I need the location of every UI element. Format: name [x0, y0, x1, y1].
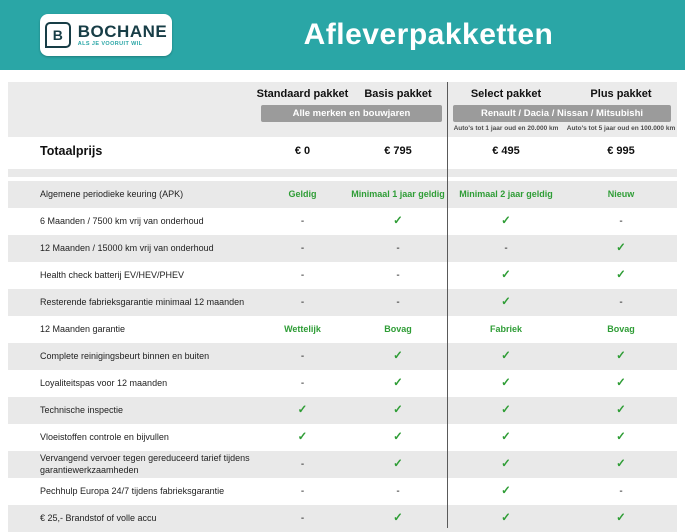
feature-value: Minimaal 1 jaar geldig — [351, 189, 445, 200]
feature-label: 12 Maanden garantie — [40, 323, 126, 334]
page-title: Afleverpakketten — [303, 18, 554, 51]
note-select: Auto's tot 1 jaar oud en 20.000 km — [453, 125, 559, 132]
col-header-standaard: Standaard pakket — [256, 88, 349, 100]
bochane-logo — [40, 14, 172, 56]
feature-label: Pechhulp Europa 24/7 tijdens fabrieksgarantie — [40, 485, 225, 496]
check-icon: ✓ — [297, 430, 308, 443]
check-icon: ✓ — [501, 214, 511, 227]
feature-label: Resterende fabrieksgarantie minimaal 12 maanden — [40, 296, 245, 307]
dash-value: - — [300, 485, 305, 497]
check-icon: ✓ — [501, 430, 511, 443]
dash-value: - — [396, 242, 400, 254]
check-icon: ✓ — [501, 376, 511, 389]
check-icon: ✓ — [616, 511, 626, 524]
check-icon: ✓ — [393, 214, 403, 227]
feature-value: Bovag — [384, 324, 412, 335]
dash-value: - — [619, 296, 623, 308]
check-icon: ✓ — [501, 268, 511, 281]
check-icon: ✓ — [501, 457, 511, 470]
dash-value: - — [300, 458, 305, 470]
logo-text — [78, 23, 167, 48]
col-header-basis: Basis pakket — [364, 88, 432, 100]
logo-brand: BOCHANE — [77, 21, 168, 41]
check-icon: ✓ — [501, 511, 511, 524]
check-icon: ✓ — [297, 403, 308, 416]
feature-label: Vervangend vervoer tegen gereduceerd tarief tijdens garantiewerkzaamheden — [40, 453, 250, 475]
subnote-row — [8, 125, 677, 132]
dash-value: - — [300, 350, 305, 362]
header — [0, 0, 685, 70]
check-icon: ✓ — [501, 484, 511, 497]
bochane-logo-icon: B — [45, 22, 71, 48]
feature-rows — [8, 181, 677, 532]
feature-value: Bovag — [607, 324, 635, 335]
price-basis: € 795 — [384, 144, 412, 157]
spacer-strip — [8, 169, 677, 177]
check-icon: ✓ — [616, 241, 626, 254]
table-row — [8, 181, 677, 208]
check-icon: ✓ — [501, 403, 511, 416]
check-icon: ✓ — [393, 403, 403, 416]
check-icon: ✓ — [501, 295, 511, 308]
table-row — [8, 505, 677, 532]
col-header-plus: Plus pakket — [590, 88, 652, 100]
feature-label: € 25,- Brandstof of volle accu — [40, 512, 157, 523]
table-row — [8, 208, 677, 235]
table-row — [8, 397, 677, 424]
feature-value: Geldig — [288, 189, 317, 200]
table-row — [8, 370, 677, 397]
dash-value: - — [396, 296, 400, 308]
check-icon: ✓ — [616, 403, 626, 416]
feature-label: Complete reinigingsbeurt binnen en buiten — [40, 350, 210, 361]
feature-label: 6 Maanden / 7500 km vrij van onderhoud — [40, 215, 204, 226]
table-row — [8, 451, 677, 478]
table-row — [8, 316, 677, 343]
column-headers-row — [8, 88, 677, 100]
dash-value: - — [300, 215, 305, 227]
price-plus: € 995 — [607, 144, 635, 157]
dash-value: - — [300, 242, 305, 254]
badge-brand-list: Renault / Dacia / Nissan / Mitsubishi — [453, 105, 671, 122]
check-icon: ✓ — [393, 430, 403, 443]
check-icon: ✓ — [616, 268, 626, 281]
dash-value: - — [396, 485, 400, 497]
feature-value: Fabriek — [489, 324, 522, 335]
price-select: € 495 — [492, 144, 520, 157]
table-row — [8, 424, 677, 451]
dash-value: - — [619, 215, 623, 227]
feature-value: Wettelijk — [284, 324, 321, 335]
feature-label: 12 Maanden / 15000 km vrij van onderhoud — [40, 242, 214, 253]
logo-tagline: ALS JE VOORUIT WIL — [77, 40, 143, 47]
feature-label: Algemene periodieke keuring (APK) — [40, 188, 184, 199]
feature-value: Minimaal 2 jaar geldig — [459, 189, 553, 200]
feature-label: Loyaliteitspas voor 12 maanden — [40, 377, 168, 388]
table-row — [8, 289, 677, 316]
note-plus: Auto's tot 5 jaar oud en 100.000 km — [566, 125, 676, 132]
dash-value: - — [504, 242, 508, 254]
badge-row — [8, 105, 677, 122]
table-row — [8, 343, 677, 370]
check-icon: ✓ — [616, 430, 626, 443]
table-row — [8, 478, 677, 505]
price-row-label: Totaalprijs — [40, 143, 103, 158]
col-header-select: Select pakket — [470, 88, 542, 100]
check-icon: ✓ — [393, 349, 403, 362]
check-icon: ✓ — [393, 376, 403, 389]
badge-all-brands: Alle merken en bouwjaren — [261, 105, 442, 122]
dash-value: - — [300, 377, 305, 389]
vertical-divider — [447, 82, 448, 528]
table-row — [8, 235, 677, 262]
table-head — [8, 82, 677, 137]
dash-value: - — [300, 269, 305, 281]
packages-table — [8, 82, 677, 532]
check-icon: ✓ — [501, 349, 511, 362]
feature-label: Vloeistoffen controle en bijvullen — [40, 431, 169, 442]
check-icon: ✓ — [393, 457, 403, 470]
dash-value: - — [300, 512, 305, 524]
table-row — [8, 262, 677, 289]
price-row — [8, 137, 677, 164]
dash-value: - — [396, 269, 400, 281]
feature-label: Technische inspectie — [40, 404, 124, 415]
dash-value: - — [619, 485, 623, 497]
dash-value: - — [300, 296, 305, 308]
check-icon: ✓ — [616, 376, 626, 389]
feature-label: Health check batterij EV/HEV/PHEV — [40, 269, 185, 280]
check-icon: ✓ — [616, 457, 626, 470]
feature-value: Nieuw — [607, 189, 635, 200]
check-icon: ✓ — [616, 349, 626, 362]
price-standaard: € 0 — [294, 144, 311, 157]
check-icon: ✓ — [393, 511, 403, 524]
